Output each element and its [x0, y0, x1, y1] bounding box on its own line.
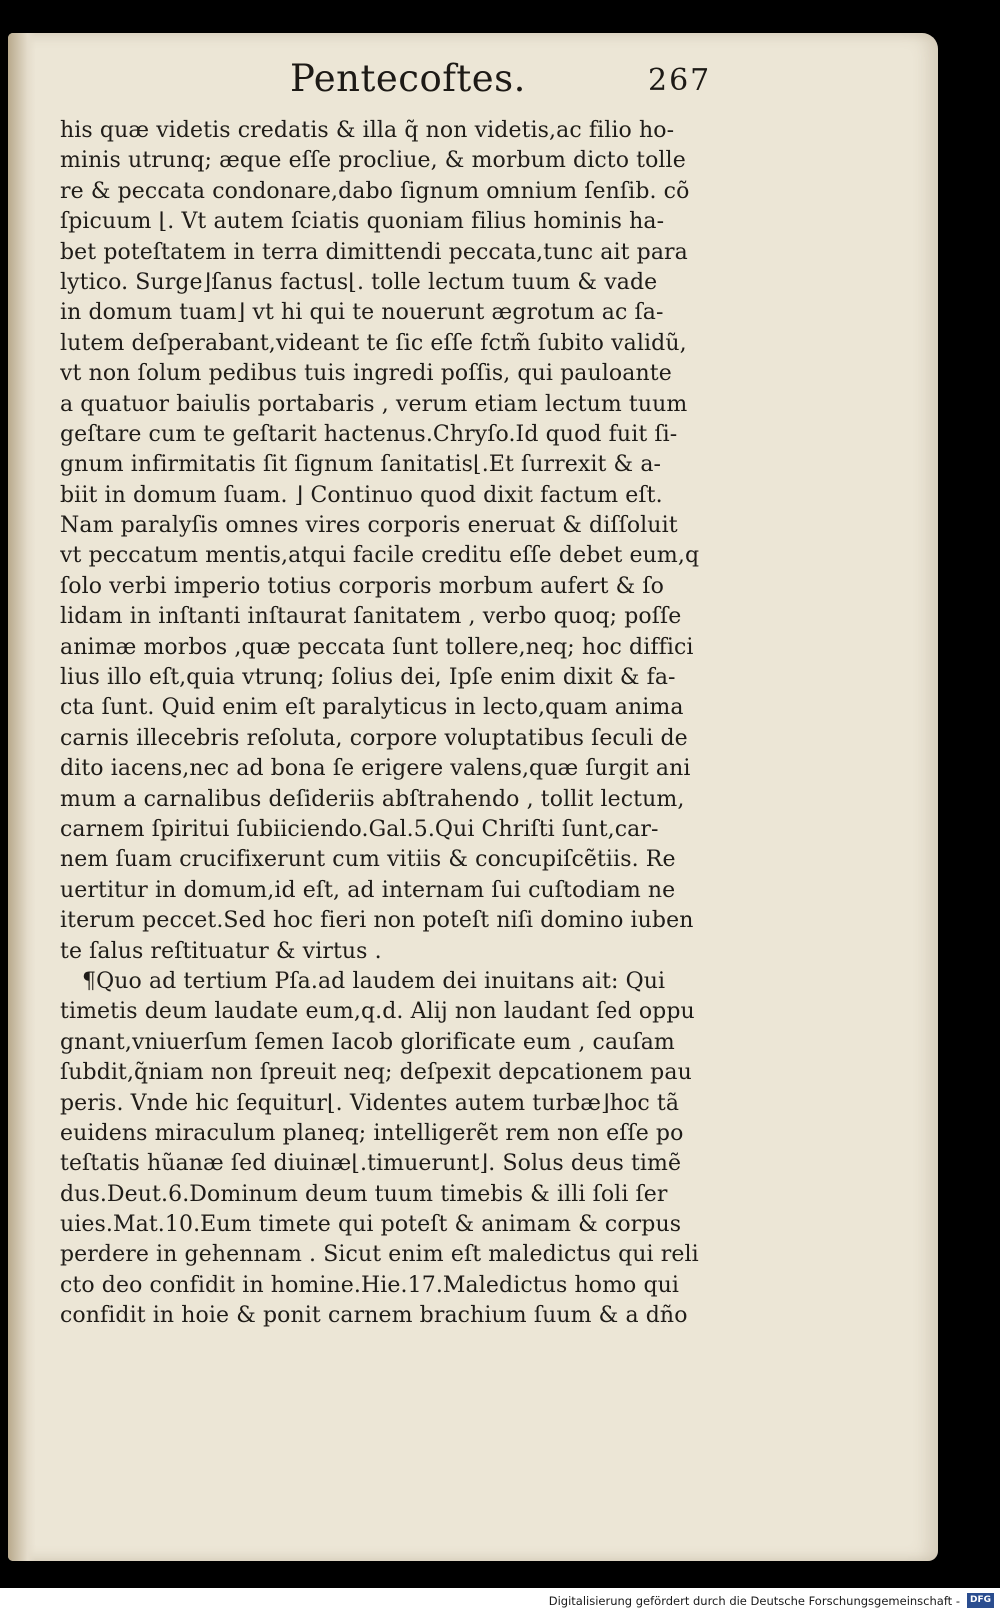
text-line: in domum tuam⌋ vt hi qui te nouerunt ægrotum ac ſa-	[60, 300, 664, 326]
text-line: minis utrunq; æque eſſe procliue, & morbum dicto tolle	[60, 148, 686, 174]
text-line: perdere in gehennam . Sicut enim eſt maledictus qui reli	[60, 1242, 699, 1268]
text-line: lidam in inſtanti inſtaurat ſanitatem , verbo quoq; poſſe	[60, 604, 682, 630]
text-line: te ſalus reſtituatur & virtus .	[60, 938, 382, 964]
running-title: Pentecoftes.	[290, 57, 526, 100]
funding-credit: Digitalisierung gefördert durch die Deutsche Forschungsgemeinschaft -	[548, 1594, 960, 1608]
text-line: nem ſuam crucifixerunt cum vitiis & concupiſcẽtiis. Re	[60, 847, 676, 873]
text-line: cta ſunt. Quid enim eſt paralyticus in lecto,quam anima	[60, 695, 684, 721]
text-line: a quatuor baiulis portabaris , verum etiam lectum tuum	[60, 391, 688, 417]
text-line: animæ morbos ,quæ peccata ſunt tollere,neq; hoc diffici	[60, 634, 694, 660]
text-line: iterum peccet.Sed hoc fieri non poteſt niſi domino iuben	[60, 908, 694, 934]
text-line: gnant,vniuerſum ſemen Iacob glorificate eum , cauſam	[60, 1029, 675, 1055]
text-line: bet poteſtatem in terra dimittendi peccata,tunc ait para	[60, 239, 688, 265]
text-line: ¶Quo ad tertium Pſa.ad laudem dei inuitans ait: Qui	[82, 968, 666, 994]
text-line: re & peccata condonare,dabo ſignum omnium ſenſib. cõ	[60, 178, 690, 204]
text-line: lutem deſperabant,videant te ſic eſſe fctm̃ ſubito validũ,	[60, 330, 687, 356]
text-line: vt peccatum mentis,atqui facile creditu eſſe debet eum,q	[60, 543, 700, 569]
text-line: ſolo verbi imperio totius corporis morbum aufert & ſo	[60, 573, 664, 599]
text-line: peris. Vnde hic ſequitur⌊. Videntes autem turbæ⌋hoc tã	[60, 1090, 680, 1116]
book-page	[8, 33, 938, 1561]
text-line: cto deo confidit in homine.Hie.17.Maledictus homo qui	[60, 1272, 680, 1298]
text-line: lius illo eſt,quia vtrunq; ſolius dei, Ipſe enim dixit & fa-	[60, 665, 676, 691]
text-line: uertitur in domum,id eſt, ad internam ſui cuſtodiam ne	[60, 877, 676, 903]
page-number: 267	[648, 63, 712, 98]
text-line: confidit in hoie & ponit carnem brachium ſuum & a dño	[60, 1303, 688, 1329]
text-line: timetis deum laudate eum,q.d. Alij non laudant ſed oppu	[60, 999, 695, 1025]
text-line: mum a carnalibus deſideriis abſtrahendo , tollit lectum,	[60, 786, 685, 812]
page-gutter-shadow	[8, 33, 36, 1561]
text-line: Nam paralyſis omnes vires corporis eneruat & diſſoluit	[60, 513, 678, 539]
text-line: carnem ſpiritui ſubiiciendo.Gal.5.Qui Chriſti ſunt,car-	[60, 816, 659, 842]
text-line: ſpicuum ⌊. Vt autem ſciatis quoniam filius hominis ha-	[60, 209, 665, 235]
text-line: geſtare cum te geſtarit hactenus.Chryſo.Id quod fuit ſi-	[60, 421, 678, 447]
text-line: teſtatis hũanæ ſed diuinæ⌊.timuerunt⌋. Solus deus timẽ	[60, 1151, 682, 1177]
text-line: euidens miraculum planeq; intelligerẽt rem non eſſe po	[60, 1120, 684, 1146]
text-line: biit in domum ſuam. ⌋ Continuo quod dixit factum eſt.	[60, 482, 663, 508]
text-block	[60, 116, 772, 1332]
text-line: vt non ſolum pedibus tuis ingredi poſſis, qui pauloante	[60, 361, 672, 387]
dfg-logo: DFG	[967, 1593, 994, 1608]
paragraph-2	[60, 967, 772, 1332]
text-line: dito iacens,nec ad bona ſe erigere valens,quæ ſurgit ani	[60, 756, 691, 782]
paragraph-1	[60, 116, 772, 967]
footer-bar	[0, 1588, 1000, 1615]
text-line: his quæ videtis credatis & illa q̃ non videtis,ac filio ho-	[60, 118, 675, 143]
text-line: lytico. Surge⌋ſanus factus⌊. tolle lectum tuum & vade	[60, 269, 658, 295]
text-line: ſubdit,q̃niam non ſpreuit neq; deſpexit depcationem pau	[60, 1060, 692, 1086]
text-line: dus.Deut.6.Dominum deum tuum timebis & illi ſoli ſer	[60, 1181, 668, 1207]
text-line: gnum infirmitatis ſit ſignum ſanitatis⌊.Et ſurrexit & a-	[60, 452, 662, 478]
text-line: uies.Mat.10.Eum timete qui poteſt & animam & corpus	[60, 1212, 682, 1238]
text-line: carnis illecebris reſoluta, corpore voluptatibus ſeculi de	[60, 725, 688, 751]
